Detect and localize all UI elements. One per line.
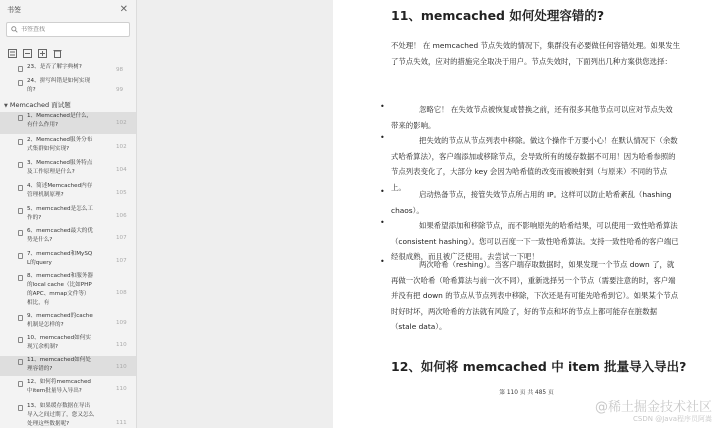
bookmark-label: 2、Memcached服务分布式集群如何实现?	[27, 137, 93, 152]
search-icon	[11, 26, 18, 33]
bookmark-page-icon	[18, 230, 23, 236]
bookmark-label: 11、memcached如何处理容错的?	[27, 357, 91, 372]
document-page	[333, 0, 720, 428]
bookmark-page: 102	[116, 144, 127, 150]
bookmark-page-icon	[18, 359, 23, 365]
bookmark-label: 10、memcached如何实现冗余机制?	[27, 335, 91, 350]
bullet-dot-icon: •	[380, 187, 385, 196]
bookmark-item[interactable]	[0, 63, 136, 77]
sidebar-title: 书签	[7, 6, 21, 14]
bookmark-page-icon	[18, 185, 23, 191]
bookmark-search-box[interactable]	[6, 22, 130, 37]
bookmark-label: 5、memcached是怎么工作的?	[27, 206, 93, 221]
bullet-dot-icon: •	[380, 133, 385, 142]
collapse-all-icon[interactable]	[23, 43, 32, 52]
bookmark-page: 110	[116, 386, 127, 392]
bookmark-page: 107	[116, 258, 127, 264]
bookmark-label: 9、memcached的cache机制是怎样的?	[27, 313, 93, 328]
bookmark-label: 8、memcached和服务器的local cache（比如PHP的APC、mmap文件等）相比，有	[27, 273, 93, 306]
bookmark-page-icon	[18, 315, 23, 321]
sidebar-header	[0, 0, 136, 20]
sidebar-toolbar	[8, 43, 62, 52]
bookmark-page-icon	[18, 405, 23, 411]
bookmark-page: 110	[116, 364, 127, 370]
bookmark-item[interactable]	[0, 136, 136, 158]
bookmark-page: 111	[116, 420, 127, 426]
bullet-paragraph: 把失效的节点从节点列表中移除。做这个操作千万要小心！在默认情况下（余数式哈希算法），客户端添加或移除节点，会导致所有的缓存数据不可用！因为哈希参照的节点列表变化了，大部分 key 会因为哈希值的改变而被映射到（与原来）不同的节点上。	[391, 136, 678, 192]
bookmark-item[interactable]	[0, 250, 136, 272]
bookmark-page: 110	[116, 342, 127, 348]
bookmark-page: 98	[116, 67, 124, 73]
intro-paragraph: 不处理！ 在 memcached 节点失效的情况下，集群没有必要做任何容错处理。如果发生了节点失效，应对的措施完全取决于用户。节点失效时，下面列出几种方案供您选择：	[391, 41, 681, 66]
watermark-credit: CSDN @Java程序员阿嵩	[633, 415, 712, 423]
bookmark-item-current[interactable]	[0, 356, 136, 376]
bookmark-label: 23、是否了解字典树?	[27, 64, 82, 70]
bookmark-item[interactable]	[0, 112, 136, 134]
watermark: @稀土掘金技术社区	[594, 400, 712, 415]
bookmark-item[interactable]	[0, 77, 136, 99]
bullet-paragraph: 忽略它！ 在失效节点被恢复或替换之前，还有很多其他节点可以应对节点失效带来的影响。	[391, 105, 673, 130]
bookmark-page-icon	[18, 337, 23, 343]
bookmark-page-icon	[18, 139, 23, 145]
bookmark-page: 105	[116, 190, 127, 196]
bookmark-item[interactable]	[0, 205, 136, 227]
bullet-dot-icon: •	[380, 218, 385, 227]
bookmark-search-input[interactable]	[21, 26, 121, 33]
section-heading-12: 12、如何将 memcached 中 item 批量导入导出?	[391, 359, 687, 374]
bookmark-label: 12、如何将memcached中item批量导入导出?	[27, 379, 91, 394]
bookmark-page: 108	[116, 290, 127, 296]
bookmark-page-icon	[18, 115, 23, 121]
bookmark-page-icon	[18, 80, 23, 86]
bookmark-item[interactable]	[0, 182, 136, 204]
bullet-dot-icon: •	[380, 102, 385, 111]
bullet-paragraph: 启动热备节点，接管失效节点所占用的 IP。这样可以防止哈希紊乱（hashing chaos）。	[391, 190, 672, 215]
bookmark-page-icon	[18, 381, 23, 387]
add-bookmark-icon[interactable]	[38, 43, 47, 52]
bookmark-page-icon	[18, 275, 23, 281]
bookmark-label: 4、简述Memcached内存管理机制原理?	[27, 183, 93, 198]
bookmark-page: 106	[116, 213, 127, 219]
section-label: Memcached 面试题	[9, 101, 71, 109]
bullet-dot-icon: •	[380, 257, 385, 266]
bookmark-page-icon	[18, 208, 23, 214]
bookmark-page: 104	[116, 167, 127, 173]
bookmark-page-icon	[18, 66, 23, 72]
bookmark-label: 24、拼写纠错是如何实现的?	[27, 78, 91, 93]
expand-all-icon[interactable]	[8, 43, 17, 52]
bookmark-section[interactable]	[4, 100, 71, 109]
bookmark-item[interactable]	[0, 227, 136, 249]
delete-bookmark-icon[interactable]	[53, 43, 62, 52]
bookmark-item[interactable]	[0, 272, 136, 310]
bookmark-label: 13、如果缓存数据在导出导入之间过期了，您又怎么处理这些数据呢?	[27, 403, 95, 427]
bookmark-page: 102	[116, 120, 127, 126]
bookmark-item[interactable]	[0, 402, 136, 428]
bookmark-item[interactable]	[0, 312, 136, 334]
chevron-down-icon[interactable]: ▼	[4, 103, 8, 109]
page-number-footer: 第 110 页 共 485 页	[499, 390, 554, 396]
bookmark-page: 99	[116, 87, 124, 93]
bookmark-item[interactable]	[0, 378, 136, 400]
close-icon[interactable]: ✕	[119, 4, 128, 15]
bookmark-label: 7、memcached和MySQL的query	[27, 251, 93, 266]
section-heading-11: 11、memcached 如何处理容错的?	[391, 8, 605, 23]
bullet-paragraph: 两次哈希（reshing）。当客户端存取数据时，如果发现一个节点 down 了，就再做一次哈希（哈希算法与前一次不同），重新选择另一个节点（需要注意的时，客户端并没有把 down 的节点从节点列表中移除，下次还是有可能先哈希到它）。如果某个节点时好时坏，两次哈希的方法就有风险了，好的节点和坏的节点上都可能存在脏数据（stale data）。	[391, 260, 679, 332]
bookmark-label: 1、Memcached是什么，有什么作用?	[27, 113, 93, 128]
bookmark-page-icon	[18, 162, 23, 168]
bookmark-page: 107	[116, 235, 127, 241]
bookmark-sidebar	[0, 0, 137, 428]
bookmark-label: 6、memcached最大的优势是什么?	[27, 228, 93, 243]
bookmark-label: 3、Memcached服务特点及工作原理是什么?	[27, 160, 93, 175]
bookmark-page-icon	[18, 253, 23, 259]
bookmark-page: 109	[116, 320, 127, 326]
bullet-paragraph: 如果希望添加和移除节点，而不影响原先的哈希结果，可以使用一致性哈希算法（consistent hashing）。您可以百度一下一致性哈希算法。支持一致性哈希的客户端已经很成熟，而且被广泛使用。去尝试一下吧！	[391, 221, 679, 262]
page-gutter	[137, 0, 333, 428]
bookmark-item[interactable]	[0, 334, 136, 356]
bookmark-item[interactable]	[0, 159, 136, 181]
